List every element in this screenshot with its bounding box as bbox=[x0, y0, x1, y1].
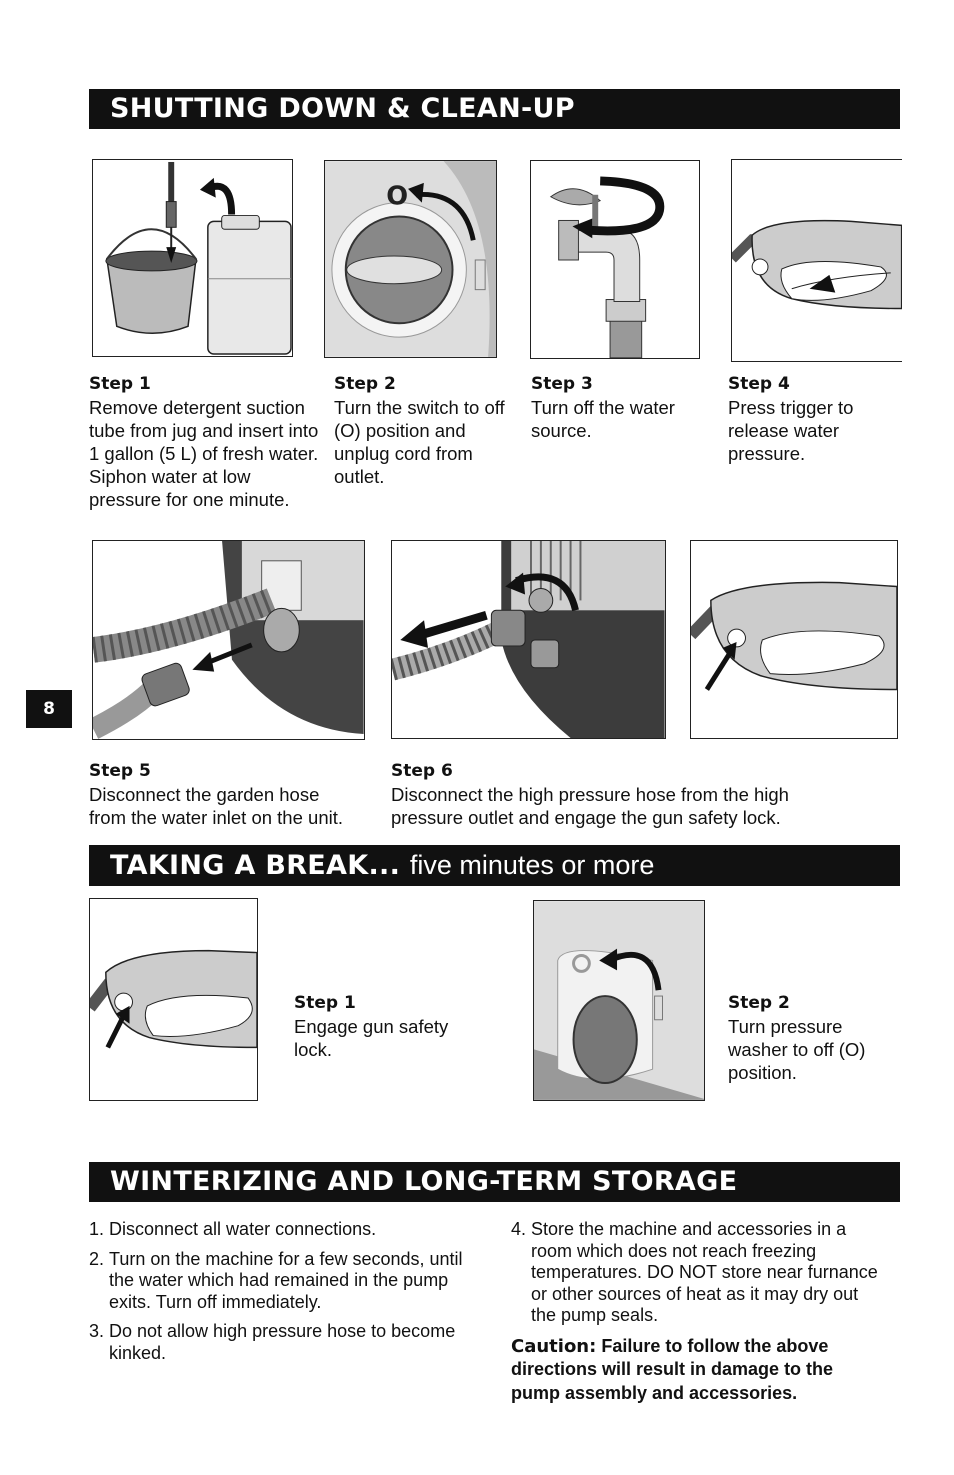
step-text: Turn off the water source. bbox=[531, 397, 675, 441]
list-number: 1. bbox=[89, 1219, 105, 1239]
step-title: Step 4 bbox=[728, 374, 790, 394]
step-title: Step 2 bbox=[334, 374, 396, 394]
shutdown-step-6 bbox=[391, 760, 831, 829]
caution-text: Failure to follow the above directions will result in damage to the pump assembly and accessories. bbox=[511, 1335, 834, 1403]
list-item bbox=[89, 1219, 479, 1241]
step-title: Step 2 bbox=[728, 993, 790, 1013]
section-title: SHUTTING DOWN & CLEAN-UP bbox=[110, 93, 575, 124]
faucet-illustration bbox=[530, 160, 700, 359]
winter-list-right bbox=[511, 1219, 886, 1405]
off-symbol: O bbox=[386, 181, 409, 212]
step-title: Step 5 bbox=[89, 761, 151, 781]
caution-label: Caution: bbox=[511, 1335, 597, 1357]
caution-note bbox=[511, 1335, 886, 1406]
section-title-bold: TAKING A BREAK... bbox=[110, 850, 401, 881]
section-header-winter bbox=[89, 1162, 900, 1202]
list-number: 3. bbox=[89, 1321, 105, 1341]
step-text: Turn pressure washer to off (O) position. bbox=[728, 1016, 866, 1083]
shutdown-step-5 bbox=[89, 760, 354, 829]
section-header-shutdown bbox=[89, 89, 900, 129]
break-step-1 bbox=[294, 992, 454, 1061]
list-number: 2. bbox=[89, 1248, 105, 1269]
list-item bbox=[89, 1321, 479, 1364]
gun-safety-lock-illustration bbox=[690, 540, 898, 739]
step-title: Step 6 bbox=[391, 761, 453, 781]
list-text: Disconnect all water connections. bbox=[109, 1219, 377, 1239]
section-title: WINTERIZING AND LONG-TERM STORAGE bbox=[110, 1166, 738, 1197]
shutdown-step-2 bbox=[334, 373, 509, 488]
list-number: 4. bbox=[511, 1219, 527, 1239]
garden-hose-inlet-illustration bbox=[92, 540, 365, 740]
step-text: Disconnect the garden hose from the water inlet on the unit. bbox=[89, 784, 343, 828]
shutdown-step-3 bbox=[531, 373, 706, 442]
section-header-break bbox=[89, 845, 900, 886]
step-text: Engage gun safety lock. bbox=[294, 1016, 449, 1060]
step-text: Press trigger to release water pressure. bbox=[728, 397, 854, 464]
list-text: Do not allow high pressure hose to become kinked. bbox=[109, 1321, 456, 1363]
switch-dial-illustration bbox=[324, 160, 497, 358]
step-title: Step 3 bbox=[531, 374, 593, 394]
step-text: Turn the switch to off (O) position and unplug cord from outlet. bbox=[334, 397, 505, 487]
list-text: Store the machine and accessories in a room which does not reach freezing temperatures. DO NOT store near furnance or other sources of heat as it may dry out the pump seals. bbox=[531, 1219, 878, 1325]
list-text: Turn on the machine for a few seconds, until the water which had remained in the pump exits. Turn off immediately. bbox=[109, 1248, 463, 1312]
bucket-jug-illustration bbox=[92, 159, 293, 357]
step-text: Remove detergent suction tube from jug and insert into 1 gallon (5 L) of fresh water. Siphon water at low pressure for one minute. bbox=[89, 397, 319, 510]
spray-gun-trigger-illustration bbox=[731, 159, 902, 362]
section-title bbox=[89, 845, 900, 886]
break-step-2 bbox=[728, 992, 898, 1084]
list-item bbox=[89, 1249, 479, 1314]
step-text: Disconnect the high pressure hose from the high pressure outlet and engage the gun safety lock. bbox=[391, 784, 789, 828]
list-item bbox=[511, 1219, 886, 1327]
switch-dial-illustration bbox=[533, 900, 705, 1101]
high-pressure-outlet-illustration bbox=[391, 540, 666, 739]
gun-safety-lock-illustration bbox=[89, 898, 258, 1101]
step-title: Step 1 bbox=[294, 993, 356, 1013]
shutdown-step-1 bbox=[89, 373, 324, 511]
page-number: 8 bbox=[26, 690, 72, 728]
shutdown-step-4 bbox=[728, 373, 888, 465]
step-title: Step 1 bbox=[89, 374, 151, 394]
winter-list-left bbox=[89, 1219, 479, 1372]
section-subtitle: five minutes or more bbox=[409, 850, 655, 880]
